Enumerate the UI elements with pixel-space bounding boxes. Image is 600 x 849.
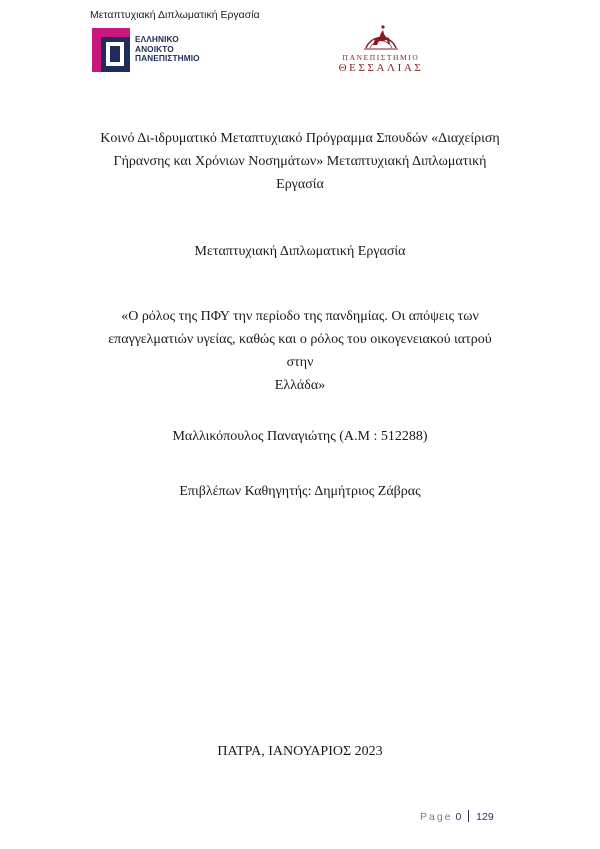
eap-mark-icon	[92, 28, 130, 72]
eap-line-3: ΠΑΝΕΠΙΣΤΗΜΙΟ	[135, 53, 200, 64]
page-separator	[468, 810, 469, 822]
uth-line-1: ΠΑΝΕΠΙΣΤΗΜΙΟ	[342, 53, 420, 62]
uth-logo	[322, 18, 440, 74]
thesis-title	[95, 305, 505, 397]
programme-name	[95, 127, 505, 196]
total-pages: 129	[476, 811, 494, 823]
title-line: «Ο ρόλος της ΠΦΥ την περίοδο της πανδημίας. Οι απόψεις των	[121, 309, 479, 324]
title-line: Ελλάδα»	[274, 378, 326, 393]
page-number: 0	[455, 811, 462, 823]
page-footer	[420, 810, 494, 823]
eap-wordmark	[135, 35, 200, 64]
eap-logo	[92, 28, 212, 72]
programme-line: Γήρανσης και Χρόνιων Νοσημάτων» Μεταπτυχιακή Διπλωματική	[113, 154, 487, 169]
page-word: Page	[420, 811, 453, 823]
programme-line: Κοινό Δι-ιδρυματικό Μεταπτυχιακό Πρόγραμμα Σπουδών «Διαχείριση	[100, 131, 500, 146]
uth-line-2: ΘΕΣΣΑΛΙΑΣ	[338, 62, 424, 74]
running-header: Μεταπτυχιακή Διπλωματική Εργασία	[90, 9, 260, 21]
supervisor-name: Επιβλέπων Καθηγητής: Δημήτριος Ζάβρας	[179, 484, 421, 499]
centaur-seal-icon	[362, 18, 400, 52]
programme-line: Εργασία	[276, 177, 324, 192]
title-line: επαγγελματιών υγείας, καθώς και ο ρόλος του οικογενειακού ιατρού στην	[108, 332, 492, 370]
author-name: Μαλλικόπουλος Παναγιώτης (Α.Μ : 512288)	[172, 429, 428, 444]
thesis-type: Μεταπτυχιακή Διπλωματική Εργασία	[194, 244, 406, 259]
eap-line-1: ΕΛΛΗΝΙΚΟ	[135, 34, 179, 44]
place-date: ΠΑΤΡΑ, ΙΑΝΟΥΑΡΙΟΣ 2023	[217, 744, 383, 759]
eap-line-2: ΑΝΟΙΚΤΟ	[135, 43, 174, 54]
